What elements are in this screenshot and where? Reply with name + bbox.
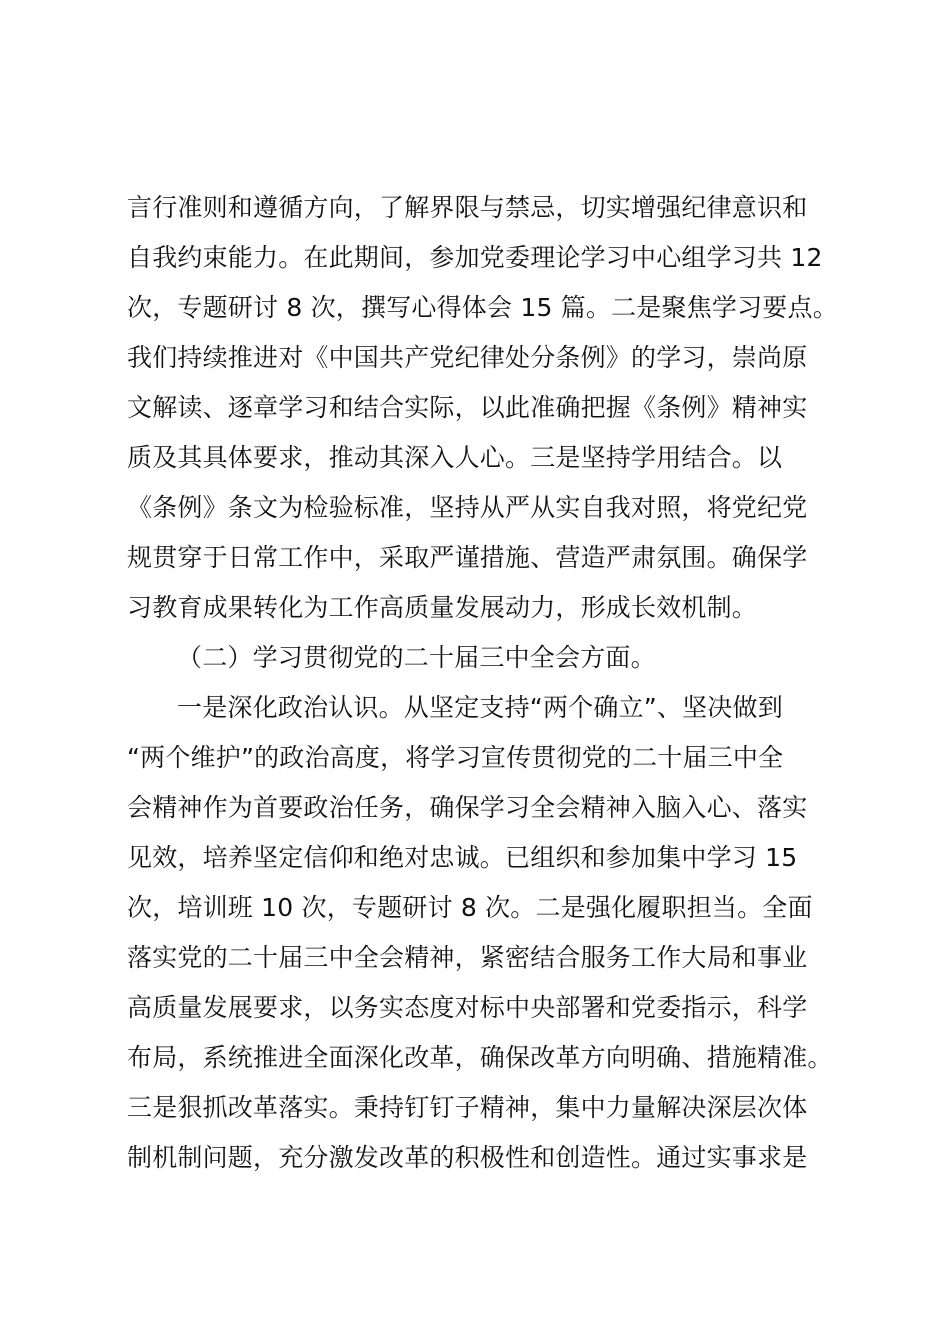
text-line: “两个维护”的政治高度，将学习宣传贯彻党的二十届三中全	[127, 743, 784, 772]
text-line: 自我约束能力。在此期间，参加党委理论学习中心组学习共 12	[127, 243, 823, 272]
text-line: 习教育成果转化为工作高质量发展动力，形成长效机制。	[127, 593, 758, 622]
paragraph-first-line: 一是深化政治认识。从坚定支持“两个确立”、坚决做到	[177, 693, 783, 722]
text-line: 制机制问题，充分激发改革的积极性和创造性。通过实事求是	[127, 1143, 808, 1172]
text-line: 文解读、逐章学习和结合实际，以此准确把握《条例》精神实	[127, 393, 808, 422]
text-line: 质及其具体要求，推动其深入人心。三是坚持学用结合。以	[127, 443, 783, 472]
text-line: 言行准则和遵循方向，了解界限与禁忌，切实增强纪律意识和	[127, 193, 808, 222]
text-line: 会精神作为首要政治任务，确保学习全会精神入脑入心、落实	[127, 793, 808, 822]
section-heading: （二）学习贯彻党的二十届三中全会方面。	[177, 643, 656, 672]
text-line: 高质量发展要求，以务实态度对标中央部署和党委指示，科学	[127, 993, 808, 1022]
text-line: 《条例》条文为检验标准，坚持从严从实自我对照，将党纪党	[127, 493, 808, 522]
document-body	[127, 183, 837, 1183]
text-line: 我们持续推进对《中国共产党纪律处分条例》的学习，崇尚原	[127, 343, 808, 372]
text-line: 规贯穿于日常工作中，采取严谨措施、营造严肃氛围。确保学	[127, 543, 808, 572]
text-line: 布局，系统推进全面深化改革，确保改革方向明确、措施精准。	[127, 1043, 833, 1072]
text-line: 落实党的二十届三中全会精神，紧密结合服务工作大局和事业	[127, 943, 808, 972]
text-line: 次，专题研讨 8 次，撰写心得体会 15 篇。二是聚焦学习要点。	[127, 293, 838, 322]
text-line: 次，培训班 10 次，专题研讨 8 次。二是强化履职担当。全面	[127, 893, 813, 922]
text-line: 见效，培养坚定信仰和绝对忠诚。已组织和参加集中学习 15	[127, 843, 798, 872]
text-line: 三是狠抓改革落实。秉持钉钉子精神，集中力量解决深层次体	[127, 1093, 808, 1122]
